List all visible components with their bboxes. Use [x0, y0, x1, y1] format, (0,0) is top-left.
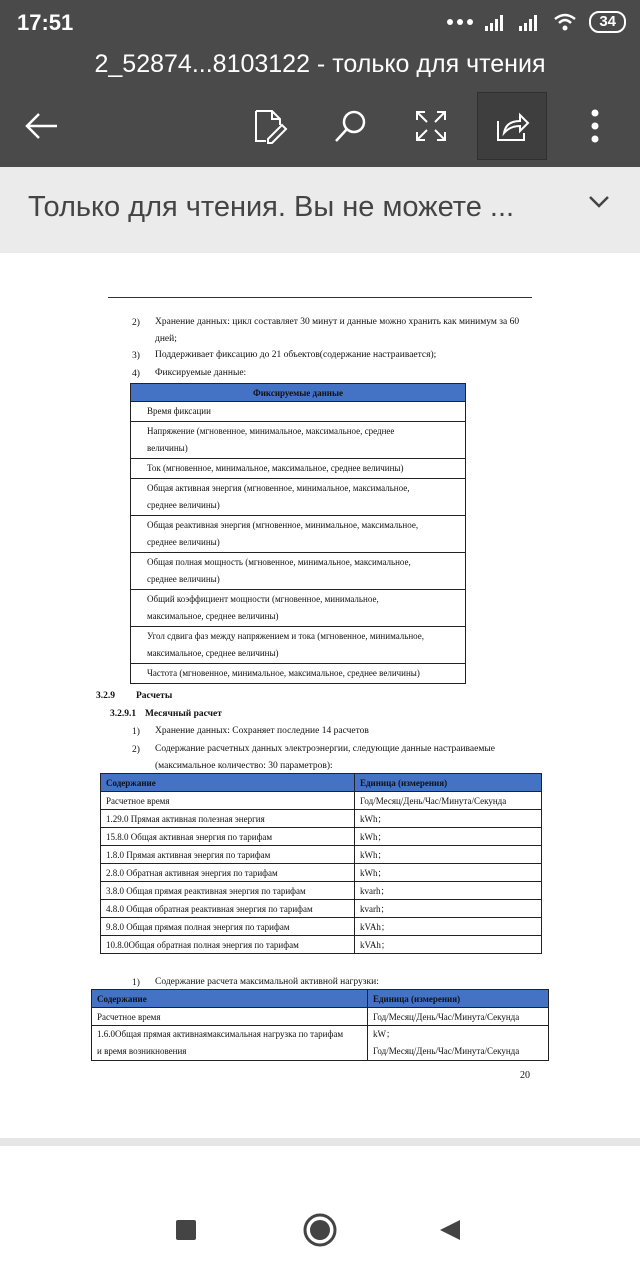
table-row: Расчетное время Год/Месяц/День/Час/Минута/Секунда [101, 792, 542, 810]
page-number: 20 [520, 1070, 530, 1081]
readonly-banner-text: Только для чтения. Вы не можете ... [28, 191, 515, 223]
list-number: 4) [132, 369, 140, 379]
document-title: 2_52874...8103122 - только для чтения [94, 50, 546, 78]
section-title: Расчеты [136, 691, 173, 701]
header-rule [108, 297, 532, 298]
table-header: Фиксируемые данные [131, 384, 466, 402]
signal-icon-2 [519, 13, 541, 31]
list-item-text: Хранение данных: Сохраняет последние 14 расчетов [155, 726, 369, 736]
section-number: 3.2.9 [96, 691, 115, 701]
recent-apps-button[interactable] [174, 1218, 198, 1242]
table-row: Время фиксации [131, 402, 466, 422]
share-button[interactable] [477, 92, 547, 160]
back-button[interactable] [6, 92, 76, 160]
square-icon [174, 1218, 198, 1242]
table-row: 9.8.0 Общая прямая полная энергия по тарифам kVAh； [101, 918, 542, 936]
table-header: Содержание [92, 990, 368, 1008]
table-row: Общий коэффициент мощности (мгновенное, минимальное, максимальное, среднее величины) [131, 590, 466, 627]
table-row: Общая активная энергия (мгновенное, минимальное, максимальное, среднее величины) [131, 479, 466, 516]
expand-banner-button[interactable] [588, 195, 610, 214]
home-button[interactable] [302, 1212, 338, 1248]
more-vert-icon [590, 109, 600, 143]
table-header: Содержание [101, 774, 355, 792]
notification-dots-icon [447, 19, 473, 25]
list-item-text: Фиксируемые данные: [155, 368, 247, 378]
list-item-text: Содержание расчета максимальной активной нагрузки: [155, 977, 379, 987]
battery-icon: 34 [589, 11, 626, 33]
table-header: Единица (измерения) [355, 774, 542, 792]
triangle-back-icon [438, 1218, 462, 1242]
status-bar [0, 0, 640, 44]
status-icons [447, 10, 626, 34]
fullscreen-icon [414, 109, 448, 143]
list-item-text: Содержание расчетных данных электроэнергии, следующие данные настраиваемые (максимальное количество: 30 параметров): [155, 744, 495, 771]
list-number: 2) [132, 745, 140, 755]
table-row: 1.6.0Общая прямая активнаямаксимальная нагрузка по тарифам и время возникновения kW； Год/Месяц/День/Час/Минута/Секунда [92, 1026, 549, 1061]
app-header [0, 0, 640, 167]
table-row: Расчетное время Год/Месяц/День/Час/Минута/Секунда [92, 1008, 549, 1026]
list-number: 1) [132, 978, 140, 988]
list-item-text: Поддерживает фиксацию до 21 объектов(содержание настраивается); [155, 350, 437, 360]
readonly-banner[interactable] [0, 167, 640, 253]
navigation-bar [0, 1186, 640, 1280]
more-options-button[interactable] [560, 92, 630, 160]
page-separator [0, 1138, 640, 1146]
edit-document-icon [252, 107, 288, 145]
back-nav-button[interactable] [438, 1218, 462, 1242]
arrow-left-icon [23, 112, 59, 140]
table-row: Напряжение (мгновенное, минимальное, максимальное, среднее величины) [131, 422, 466, 459]
status-time: 17:51 [17, 10, 74, 35]
table-row: Общая полная мощность (мгновенное, минимальное, максимальное, среднее величины) [131, 553, 466, 590]
chevron-down-icon [588, 195, 610, 209]
table-row: 15.8.0 Общая активная энергия по тарифам kWh； [101, 828, 542, 846]
document-page[interactable] [0, 253, 640, 1138]
subsection-number: 3.2.9.1 [110, 709, 137, 719]
table-row: Частота (мгновенное, минимальное, максимальное, среднее величины) [131, 664, 466, 684]
table-header: Единица (измерения) [368, 990, 549, 1008]
table-row: 3.8.0 Общая прямая реактивная энергия по тарифам kvarh； [101, 882, 542, 900]
search-icon [333, 108, 369, 144]
circle-icon [302, 1212, 338, 1248]
wifi-icon [553, 13, 577, 31]
list-number: 1) [132, 727, 140, 737]
list-number: 2) [132, 318, 140, 328]
table-row: 4.8.0 Общая обратная реактивная энергия по тарифам kvarh； [101, 900, 542, 918]
table-row: Ток (мгновенное, минимальное, максимальное, среднее величины) [131, 459, 466, 479]
max-load-table [91, 989, 549, 1061]
table-row: 2.8.0 Обратная активная энергия по тарифам kWh； [101, 864, 542, 882]
table-row: Угол сдвига фаз между напряжением и тока (мгновенное, минимальное, максимальное, среднее величины) [131, 627, 466, 664]
signal-icon [485, 13, 507, 31]
table-row: 1.8.0 Прямая активная энергия по тарифам kWh； [101, 846, 542, 864]
share-icon [494, 109, 530, 143]
list-item-text: Хранение данных: цикл составляет 30 минут и данные можно хранить как минимум за 60 дней; [155, 317, 520, 344]
table-row: 10.8.0Общая обратная полная энергия по тарифам kVAh； [101, 936, 542, 954]
monthly-calc-table [100, 773, 542, 954]
list-number: 3) [132, 351, 140, 361]
subsection-title: Месячный расчет [145, 709, 222, 719]
edit-button[interactable] [235, 92, 305, 160]
table-row: Общая реактивная энергия (мгновенное, минимальное, максимальное, среднее величины) [131, 516, 466, 553]
search-button[interactable] [316, 92, 386, 160]
fixed-data-table [130, 383, 466, 684]
table-row: 1.29.0 Прямая активная полезная энергия kWh； [101, 810, 542, 828]
fullscreen-button[interactable] [396, 92, 466, 160]
